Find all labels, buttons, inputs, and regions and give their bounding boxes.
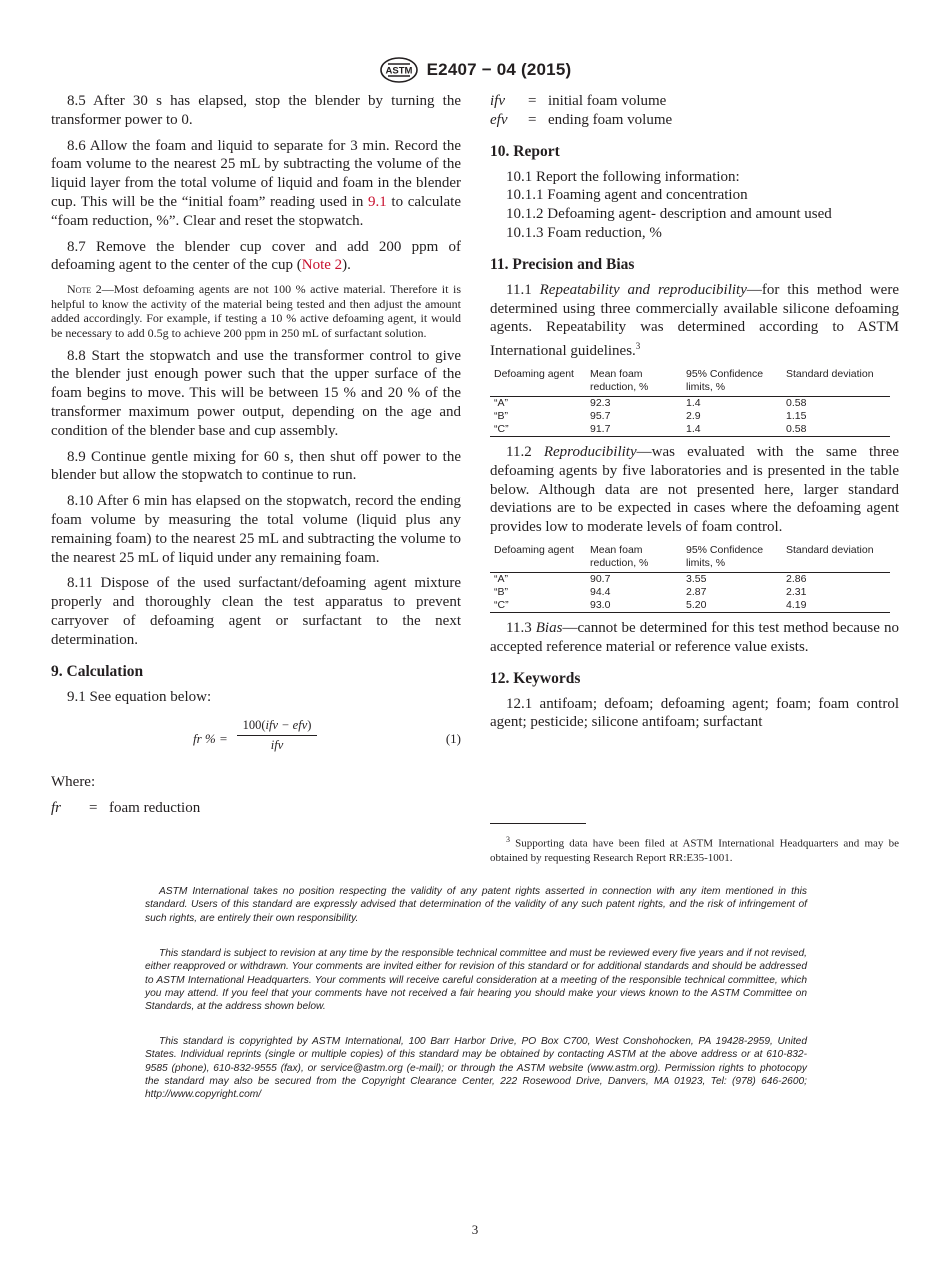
boilerplate-revision: This standard is subject to revision at any time by the responsible technical committee and must be reviewed every five years and if not revised, either reapproved or withdrawn. Your comments are invited either for revision of this standard or for additional standards and should be addressed to ASTM International Headquarters. Your comments will receive careful consideration at a meeting of the responsible technical committee, which you may attend. If you feel that your comments have not received a fair hearing you should make your views known to the ASTM Committee on Standards, at the address shown below. bbox=[145, 948, 807, 1013]
page-number: 3 bbox=[471, 1222, 479, 1237]
table-row bbox=[490, 599, 890, 613]
table-cell: “B” bbox=[494, 585, 508, 598]
section-10-heading: 10. Report bbox=[490, 142, 560, 160]
table-row bbox=[490, 572, 890, 586]
paragraph-11-3: 11.3 Bias—cannot be determined for this test method because no accepted reference material or reference value exists. bbox=[490, 619, 899, 655]
link-note-2[interactable]: Note 2 bbox=[301, 257, 343, 274]
equation-lhs: fr % = bbox=[193, 731, 228, 747]
table-cell: 90.7 bbox=[590, 572, 611, 585]
table-cell: 2.9 bbox=[686, 409, 701, 422]
table-header-cell: Mean foam reduction, % bbox=[586, 368, 682, 397]
table-row bbox=[490, 423, 890, 437]
paragraph-11-1: 11.1 Repeatability and reproducibility—for this method were determined using three commercially available silicone defoaming agents. Repeatability was determined according to ASTM International guidelines.$^3$ bbox=[490, 281, 899, 360]
table-cell: 0.58 bbox=[782, 423, 890, 437]
table-header-cell: 95% Confidence limits, % bbox=[682, 368, 782, 397]
table-row bbox=[490, 586, 890, 599]
definition-ifv: ifv = initial foam volume bbox=[490, 93, 667, 109]
table-cell: 1.15 bbox=[786, 409, 807, 422]
equation-fraction bbox=[237, 718, 317, 753]
section-11-heading: 11. Precision and Bias bbox=[490, 255, 635, 273]
table-row bbox=[490, 396, 890, 410]
paragraph-8-6: 8.6 Allow the foam and liquid to separate for 3 min. Record the foam volume to the nearest 25 mL by subtracting the volume of the liquid layer from the total volume of liquid and foam in the blender cup. This will be the “initial foam” reading used in 9.1 to calculate “foam reduction, %”. Clear and reset the stopwatch. bbox=[51, 137, 461, 229]
table-cell: 1.4 bbox=[682, 423, 782, 437]
paragraph-8-8: 8.8 Start the stopwatch and use the transformer control to give the blender just enough power such that the upper surface of the foam begins to move. This will be between 15 % and 20 % of the transformer maximum power output, depending on the age and condition of the blender base and cup assembly. bbox=[51, 347, 461, 439]
paragraph-8-5: 8.5 After 30 s has elapsed, stop the blender by turning the transformer power to 0. bbox=[51, 93, 461, 128]
note-label: Note 2 bbox=[67, 282, 102, 297]
table-header-cell: Defoaming agent bbox=[490, 368, 586, 397]
report-10-1-3: 10.1.3 Foam reduction, % bbox=[506, 224, 662, 241]
paragraph-8-9: 8.9 Continue gentle mixing for 60 s, then shut off power to the blender but allow the stopwatch to continue to run. bbox=[51, 448, 461, 484]
table-cell: 91.7 bbox=[586, 423, 682, 437]
table-cell: “C” bbox=[490, 599, 586, 613]
table-header-cell: Mean foam reduction, % bbox=[586, 544, 682, 573]
astm-logo-icon bbox=[379, 56, 419, 84]
table-cell: 2.87 bbox=[686, 585, 707, 598]
table-cell: 92.3 bbox=[590, 396, 611, 409]
reproducibility-table bbox=[490, 544, 890, 613]
paragraph-12-1: 12.1 antifoam; defoam; defoaming agent; foam; foam control agent; pesticide; silicone antifoam; surfactant bbox=[490, 695, 899, 731]
standard-designation: E2407 − 04 (2015) bbox=[426, 60, 572, 79]
section-12-heading: 12. Keywords bbox=[490, 669, 581, 687]
logo-text: ASTM bbox=[385, 65, 413, 77]
footnote-3: $^3$ Supporting data have been filed at ASTM International Headquarters and may be obtained by requesting Research Report RR:E35-1001. bbox=[490, 835, 899, 864]
definition-efv: efv = ending foam volume bbox=[490, 111, 673, 128]
table-header-cell: Standard deviation bbox=[782, 544, 890, 573]
equation-numerator: 100(ifv − efv) bbox=[237, 718, 317, 736]
table-cell: 3.55 bbox=[686, 572, 707, 585]
where-label: Where: bbox=[51, 774, 96, 791]
table-header-cell: Standard deviation bbox=[782, 368, 890, 397]
footnote-ref: 3 bbox=[635, 341, 641, 352]
report-10-1-1: 10.1.1 Foaming agent and concentration bbox=[506, 187, 748, 204]
table-header-cell: Defoaming agent bbox=[490, 544, 586, 573]
table-cell: 1.4 bbox=[686, 396, 701, 409]
table-row bbox=[490, 410, 890, 423]
note-2: Note 2—Most defoaming agents are not 100 % active material. Therefore it is helpful to know the activity of the material being tested and then adjust the amount added accordingly. For example, if testing a 10 % active defoaming agent, it would be necessary to add 0.5g to achieve 200 ppm in 250 mL of surfactant solution. bbox=[51, 282, 462, 340]
paragraph-8-11: 8.11 Dispose of the used surfactant/defoaming agent mixture properly and thoroughly clean the test apparatus to prevent carryover of defoaming agent or surfactant to the next determination. bbox=[51, 575, 461, 648]
footnote-divider bbox=[490, 823, 586, 824]
equation-number: (1) bbox=[445, 731, 461, 747]
equation-1 bbox=[51, 713, 461, 767]
table-cell: 95.7 bbox=[590, 409, 611, 422]
table-cell: “A” bbox=[494, 572, 508, 585]
right-column bbox=[490, 92, 899, 739]
table-cell: 93.0 bbox=[586, 599, 682, 613]
page-header bbox=[0, 56, 950, 89]
paragraph-9-1: 9.1 See equation below: bbox=[67, 688, 212, 705]
paragraph-8-10: 8.10 After 6 min has elapsed on the stopwatch, record the ending foam volume by measuring the total volume (liquid plus any remaining foam) to the nearest 25 mL and subtracting the volume to the nearest 25 mL of liquid under any remaining foam. bbox=[51, 493, 461, 566]
section-9-heading: 9. Calculation bbox=[51, 662, 144, 680]
repeatability-table bbox=[490, 368, 890, 437]
link-9-1[interactable]: 9.1 bbox=[368, 193, 387, 210]
table-cell: 0.58 bbox=[786, 396, 807, 409]
table-cell: “C” bbox=[490, 423, 586, 437]
table-cell: 2.86 bbox=[786, 572, 807, 585]
table-header-cell: 95% Confidence limits, % bbox=[682, 544, 782, 573]
table-cell: 4.19 bbox=[782, 599, 890, 613]
left-column bbox=[51, 92, 461, 818]
boilerplate-copyright: This standard is copyrighted by ASTM International, 100 Barr Harbor Drive, PO Box C700, West Conshohocken, PA 19428-2959, United States. Individual reprints (single or multiple copies) of this standard may be obtained by contacting ASTM at the above address or at 610-832-9585 (phone), 610-832-9555 (fax), or service@astm.org (e-mail); or through the ASTM website (www.astm.org). Permission rights to photocopy the standard may also be secured from the Copyright Clearance Center, 222 Rosewood Drive, Danvers, MA 01923, Tel: (978) 646-2600; http://www.copyright.com/ bbox=[145, 1036, 807, 1101]
table-cell: “B” bbox=[494, 409, 508, 422]
report-10-1-2: 10.1.2 Defoaming agent- description and amount used bbox=[506, 206, 832, 223]
table-cell: 2.31 bbox=[786, 585, 807, 598]
boilerplate-patent: ASTM International takes no position respecting the validity of any patent rights asserted in connection with any item mentioned in this standard. Users of this standard are expressly advised that determination of the validity of any such patent rights, and the risk of infringement of such rights, are entirely their own responsibility. bbox=[145, 886, 807, 924]
table-cell: 94.4 bbox=[590, 585, 611, 598]
definition-fr: fr = foam reduction bbox=[51, 800, 201, 817]
paragraph-8-7: 8.7 Remove the blender cup cover and add 200 ppm of defoaming agent to the center of the cup (Note 2). bbox=[51, 238, 461, 274]
equation-denominator: ifv bbox=[270, 738, 284, 753]
table-cell: 5.20 bbox=[682, 599, 782, 613]
report-10-1: 10.1 Report the following information: bbox=[506, 168, 740, 185]
table-cell: “A” bbox=[494, 396, 508, 409]
paragraph-11-2: 11.2 Reproducibility—was evaluated with the same three defoaming agents by five laboratories and is presented in the table below. Although data are not presented here, larger standard deviations are to be expected in cases where the defoaming agent provides low to moderate levels of foam control. bbox=[490, 443, 899, 536]
